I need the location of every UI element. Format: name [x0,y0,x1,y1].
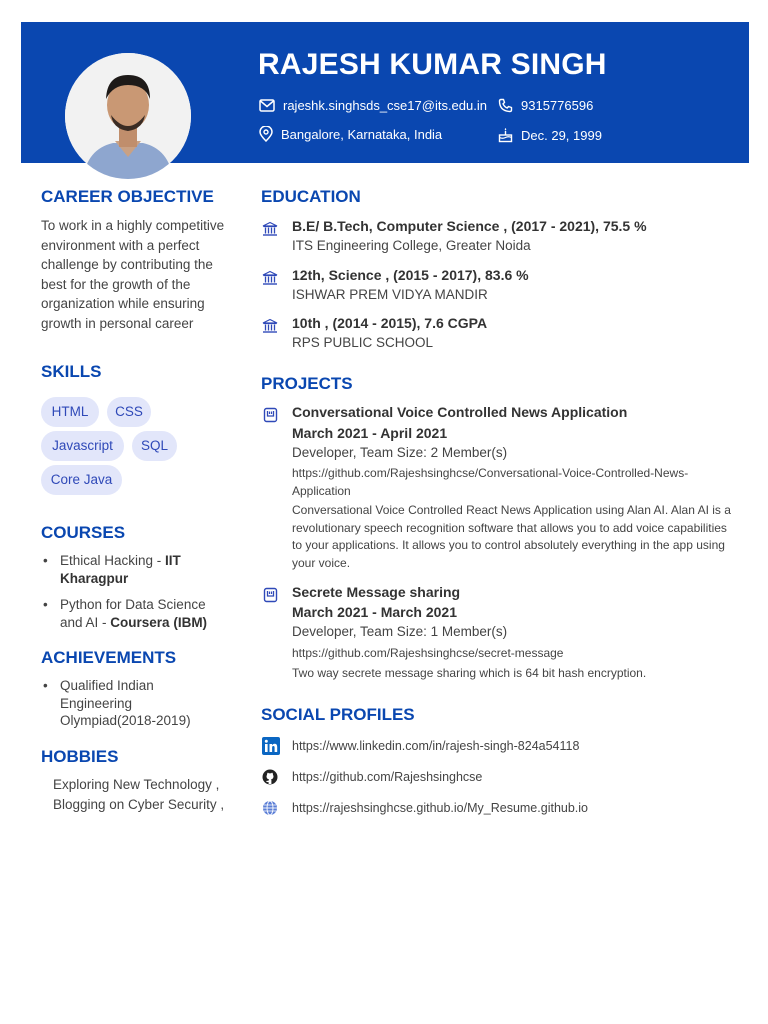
project-description: Two way secrete message sharing which is 64 bit hash encryption. [292,666,647,680]
institution-icon [262,270,278,286]
location-pin-icon [259,126,273,142]
project-icon [263,587,278,603]
skill-chip: HTML [41,397,99,427]
linkedin-icon[interactable] [262,737,280,755]
project-role: Developer, Team Size: 1 Member(s) [292,624,508,639]
list-item: • Qualified Indian Engineering Olympiad(2018-2019) [41,677,211,730]
courses-list [41,552,226,631]
email-contact[interactable] [259,98,487,113]
career-objective-heading: CAREER OBJECTIVE [41,187,214,206]
phone-text: 9315776596 [521,98,594,113]
courses-heading: COURSES [41,523,126,542]
project-link[interactable]: https://github.com/Rajeshsinghcse/Conversational-Voice-Controlled-News-Application [292,466,689,498]
project-dates: March 2021 - March 2021 [292,604,457,620]
education-school: ITS Engineering College, Greater Noida [292,238,531,253]
hobbies-heading: HOBBIES [41,747,119,766]
project-dates: March 2021 - April 2021 [292,425,448,441]
education-degree: 10th , (2014 - 2015), 7.6 CGPA [292,315,488,331]
birthday-cake-icon [498,127,513,143]
candidate-name: RAJESH KUMAR SINGH [258,48,607,81]
skill-chip: CSS [107,397,151,427]
hobbies-text: Exploring New Technology , Blogging on Cyber Security , [53,777,225,812]
project-description: Conversational Voice Controlled React News Application using Alan AI. Alan AI is a revolutionary speech recognition software that allows you to add voice capabilities to your applications. It allows you to control absolutely everything in the app using your voice. [292,503,731,570]
achievements-list [41,677,211,730]
linkedin-url[interactable]: https://www.linkedin.com/in/rajesh-singh-824a54118 [292,739,580,753]
location-text: Bangalore, Karnataka, India [281,126,443,142]
project-icon [263,407,278,423]
career-objective-text: To work in a highly competitive environment with a perfect challenge by contributing the best for the growth of the organization while ensuring growth in personal career [41,218,225,331]
phone-contact[interactable] [498,98,593,113]
skill-chip: SQL [132,431,177,461]
project-name: Secrete Message sharing [292,584,461,600]
email-text: rajeshk.singhsds_cse17@its.edu.in [283,98,487,113]
project-name: Conversational Voice Controlled News Application [292,404,628,420]
institution-icon [262,318,278,334]
skills-heading: SKILLS [41,362,102,381]
github-url[interactable]: https://github.com/Rajeshsinghcse [292,770,483,784]
project-link[interactable]: https://github.com/Rajeshsinghcse/secret-message [292,646,564,660]
education-school: RPS PUBLIC SCHOOL [292,335,434,350]
education-degree: B.E/ B.Tech, Computer Science , (2017 - 2021), 75.5 % [292,218,647,234]
education-school: ISHWAR PREM VIDYA MANDIR [292,287,488,302]
mail-icon [259,99,275,112]
skill-chip: Core Java [41,465,122,495]
website-url[interactable]: https://rajeshsinghcse.github.io/My_Resume.github.io [292,801,588,815]
skill-chip: Javascript [41,431,124,461]
dob-contact [498,127,602,143]
profile-photo [65,53,191,179]
projects-heading: PROJECTS [261,374,353,393]
achievements-heading: ACHIEVEMENTS [41,648,177,667]
institution-icon [262,221,278,237]
dob-text: Dec. 29, 1999 [521,127,602,143]
education-heading: EDUCATION [261,187,361,206]
education-degree: 12th, Science , (2015 - 2017), 83.6 % [292,267,529,283]
list-item: • Python for Data Science and AI - Coursera (IBM) [41,596,226,631]
globe-icon[interactable] [262,800,278,816]
project-role: Developer, Team Size: 2 Member(s) [292,445,508,460]
list-item: • Ethical Hacking - IIT Kharagpur [41,552,226,587]
github-icon[interactable] [262,769,278,785]
phone-icon [498,98,513,113]
social-profiles-heading: SOCIAL PROFILES [261,705,415,724]
location-contact [259,126,442,142]
